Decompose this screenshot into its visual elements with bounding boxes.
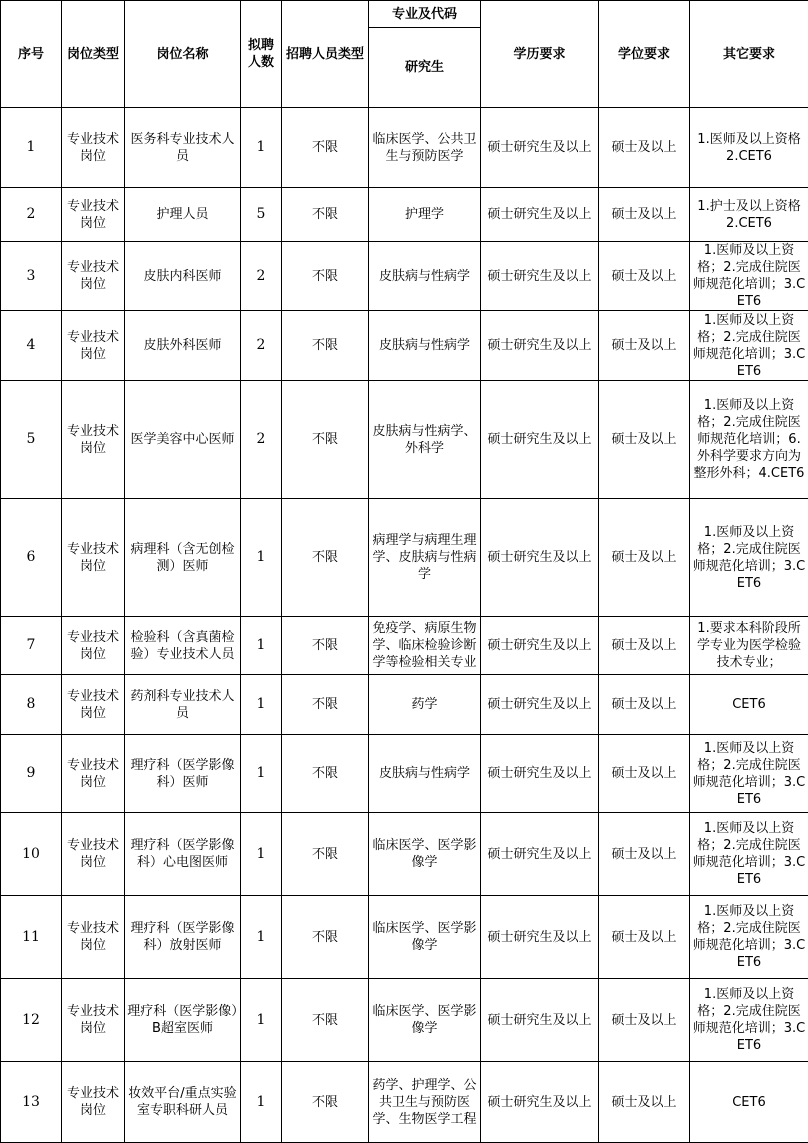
table-row <box>1 499 808 617</box>
header-count: 拟聘人数 <box>241 1 282 108</box>
header-major-sub: 研究生 <box>369 28 481 108</box>
cell-index: 1 <box>1 108 62 188</box>
cell-education: 硕士研究生及以上 <box>481 896 599 979</box>
cell-other: 1.护士及以上资格 2.CET6 <box>690 188 808 242</box>
cell-count: 1 <box>241 735 282 813</box>
header-major-group: 专业及代码 <box>369 1 481 28</box>
cell-position: 理疗科（医学影像科）医师 <box>125 735 241 813</box>
table-row <box>1 108 808 188</box>
cell-type: 不限 <box>282 381 369 499</box>
cell-category: 专业技术岗位 <box>62 1062 125 1143</box>
cell-index: 12 <box>1 979 62 1062</box>
cell-major: 病理学与病理生理学、皮肤病与性病学 <box>369 499 481 617</box>
cell-education: 硕士研究生及以上 <box>481 979 599 1062</box>
cell-major: 皮肤病与性病学、外科学 <box>369 381 481 499</box>
table-row <box>1 1062 808 1143</box>
cell-type: 不限 <box>282 311 369 381</box>
cell-type: 不限 <box>282 499 369 617</box>
table-row <box>1 979 808 1062</box>
cell-type: 不限 <box>282 108 369 188</box>
cell-major: 临床医学、医学影像学 <box>369 979 481 1062</box>
cell-degree: 硕士及以上 <box>599 499 690 617</box>
cell-type: 不限 <box>282 1062 369 1143</box>
header-index: 序号 <box>1 1 62 108</box>
cell-major: 临床医学、医学影像学 <box>369 813 481 896</box>
cell-education: 硕士研究生及以上 <box>481 1062 599 1143</box>
cell-education: 硕士研究生及以上 <box>481 381 599 499</box>
cell-position: 妆效平台/重点实验室专职科研人员 <box>125 1062 241 1143</box>
cell-index: 13 <box>1 1062 62 1143</box>
cell-category: 专业技术岗位 <box>62 979 125 1062</box>
cell-other: 1.医师及以上资格；2.完成住院医师规范化培训；3.CET6 <box>690 813 808 896</box>
cell-count: 5 <box>241 188 282 242</box>
cell-index: 3 <box>1 242 62 311</box>
cell-degree: 硕士及以上 <box>599 242 690 311</box>
header-degree: 学位要求 <box>599 1 690 108</box>
cell-category: 专业技术岗位 <box>62 813 125 896</box>
table-row <box>1 675 808 735</box>
cell-count: 2 <box>241 242 282 311</box>
cell-position: 药剂科专业技术人员 <box>125 675 241 735</box>
cell-position: 病理科（含无创检测）医师 <box>125 499 241 617</box>
cell-other: 1.医师及以上资格；2.完成住院医师规范化培训；3.CET6 <box>690 242 808 311</box>
cell-other: 1.医师及以上资格 2.CET6 <box>690 108 808 188</box>
header-recruit-type: 招聘人员类型 <box>282 1 369 108</box>
cell-education: 硕士研究生及以上 <box>481 188 599 242</box>
cell-position: 理疗科（医学影像科）心电图医师 <box>125 813 241 896</box>
cell-index: 7 <box>1 617 62 675</box>
cell-degree: 硕士及以上 <box>599 108 690 188</box>
cell-type: 不限 <box>282 979 369 1062</box>
table-row <box>1 813 808 896</box>
table-row <box>1 242 808 311</box>
cell-education: 硕士研究生及以上 <box>481 675 599 735</box>
cell-count: 1 <box>241 617 282 675</box>
cell-major: 临床医学、公共卫生与预防医学 <box>369 108 481 188</box>
cell-category: 专业技术岗位 <box>62 311 125 381</box>
header-position: 岗位名称 <box>125 1 241 108</box>
cell-index: 5 <box>1 381 62 499</box>
cell-degree: 硕士及以上 <box>599 896 690 979</box>
cell-other: 1.医师及以上资格；2.完成住院医师规范化培训；3.CET6 <box>690 979 808 1062</box>
cell-degree: 硕士及以上 <box>599 311 690 381</box>
table-row <box>1 735 808 813</box>
cell-index: 4 <box>1 311 62 381</box>
table-row <box>1 311 808 381</box>
cell-education: 硕士研究生及以上 <box>481 108 599 188</box>
cell-other: 1.医师及以上资格；2.完成住院医师规范化培训；3.CET6 <box>690 311 808 381</box>
cell-position: 护理人员 <box>125 188 241 242</box>
cell-major: 药学、护理学、公共卫生与预防医学、生物医学工程 <box>369 1062 481 1143</box>
cell-count: 1 <box>241 979 282 1062</box>
cell-education: 硕士研究生及以上 <box>481 242 599 311</box>
cell-education: 硕士研究生及以上 <box>481 499 599 617</box>
cell-other: 1.医师及以上资格；2.完成住院医师规范化培训；3.CET6 <box>690 735 808 813</box>
cell-degree: 硕士及以上 <box>599 617 690 675</box>
header-education: 学历要求 <box>481 1 599 108</box>
cell-count: 1 <box>241 675 282 735</box>
table-row <box>1 188 808 242</box>
cell-other: CET6 <box>690 1062 808 1143</box>
cell-count: 1 <box>241 499 282 617</box>
cell-index: 6 <box>1 499 62 617</box>
cell-category: 专业技术岗位 <box>62 617 125 675</box>
cell-position: 皮肤内科医师 <box>125 242 241 311</box>
cell-major: 皮肤病与性病学 <box>369 311 481 381</box>
cell-type: 不限 <box>282 813 369 896</box>
cell-degree: 硕士及以上 <box>599 1062 690 1143</box>
table-row <box>1 381 808 499</box>
cell-count: 2 <box>241 311 282 381</box>
cell-other: 1.医师及以上资格；2.完成住院医师规范化培训；3.CET6 <box>690 896 808 979</box>
cell-major: 免疫学、病原生物学、临床检验诊断学等检验相关专业 <box>369 617 481 675</box>
cell-degree: 硕士及以上 <box>599 188 690 242</box>
cell-index: 11 <box>1 896 62 979</box>
cell-other: 1.医师及以上资格；2.完成住院医师规范化培训；3.CET6 <box>690 499 808 617</box>
cell-degree: 硕士及以上 <box>599 381 690 499</box>
cell-type: 不限 <box>282 896 369 979</box>
header-category: 岗位类型 <box>62 1 125 108</box>
cell-position: 医学美容中心医师 <box>125 381 241 499</box>
cell-major: 药学 <box>369 675 481 735</box>
cell-category: 专业技术岗位 <box>62 188 125 242</box>
cell-other: 1.医师及以上资格；2.完成住院医师规范化培训；6.外科学要求方向为整形外科；4.CET6 <box>690 381 808 499</box>
cell-other: 1.要求本科阶段所学专业为医学检验技术专业； <box>690 617 808 675</box>
cell-index: 2 <box>1 188 62 242</box>
cell-major: 临床医学、医学影像学 <box>369 896 481 979</box>
cell-position: 理疗科（医学影像）B超室医师 <box>125 979 241 1062</box>
cell-major: 皮肤病与性病学 <box>369 242 481 311</box>
cell-major: 皮肤病与性病学 <box>369 735 481 813</box>
cell-category: 专业技术岗位 <box>62 896 125 979</box>
cell-education: 硕士研究生及以上 <box>481 813 599 896</box>
cell-count: 1 <box>241 813 282 896</box>
table-row <box>1 896 808 979</box>
cell-type: 不限 <box>282 617 369 675</box>
cell-degree: 硕士及以上 <box>599 813 690 896</box>
cell-position: 检验科（含真菌检验）专业技术人员 <box>125 617 241 675</box>
header-other: 其它要求 <box>690 1 808 108</box>
cell-category: 专业技术岗位 <box>62 242 125 311</box>
cell-type: 不限 <box>282 188 369 242</box>
cell-category: 专业技术岗位 <box>62 108 125 188</box>
cell-type: 不限 <box>282 735 369 813</box>
cell-category: 专业技术岗位 <box>62 499 125 617</box>
cell-count: 1 <box>241 896 282 979</box>
cell-category: 专业技术岗位 <box>62 675 125 735</box>
cell-index: 9 <box>1 735 62 813</box>
cell-position: 理疗科（医学影像科）放射医师 <box>125 896 241 979</box>
cell-type: 不限 <box>282 675 369 735</box>
cell-degree: 硕士及以上 <box>599 979 690 1062</box>
cell-type: 不限 <box>282 242 369 311</box>
table-row <box>1 617 808 675</box>
cell-education: 硕士研究生及以上 <box>481 735 599 813</box>
cell-count: 1 <box>241 1062 282 1143</box>
cell-position: 医务科专业技术人员 <box>125 108 241 188</box>
cell-education: 硕士研究生及以上 <box>481 617 599 675</box>
cell-degree: 硕士及以上 <box>599 735 690 813</box>
cell-education: 硕士研究生及以上 <box>481 311 599 381</box>
cell-index: 8 <box>1 675 62 735</box>
cell-count: 1 <box>241 108 282 188</box>
cell-other: CET6 <box>690 675 808 735</box>
cell-count: 2 <box>241 381 282 499</box>
cell-category: 专业技术岗位 <box>62 735 125 813</box>
cell-degree: 硕士及以上 <box>599 675 690 735</box>
cell-category: 专业技术岗位 <box>62 381 125 499</box>
cell-major: 护理学 <box>369 188 481 242</box>
cell-position: 皮肤外科医师 <box>125 311 241 381</box>
cell-index: 10 <box>1 813 62 896</box>
